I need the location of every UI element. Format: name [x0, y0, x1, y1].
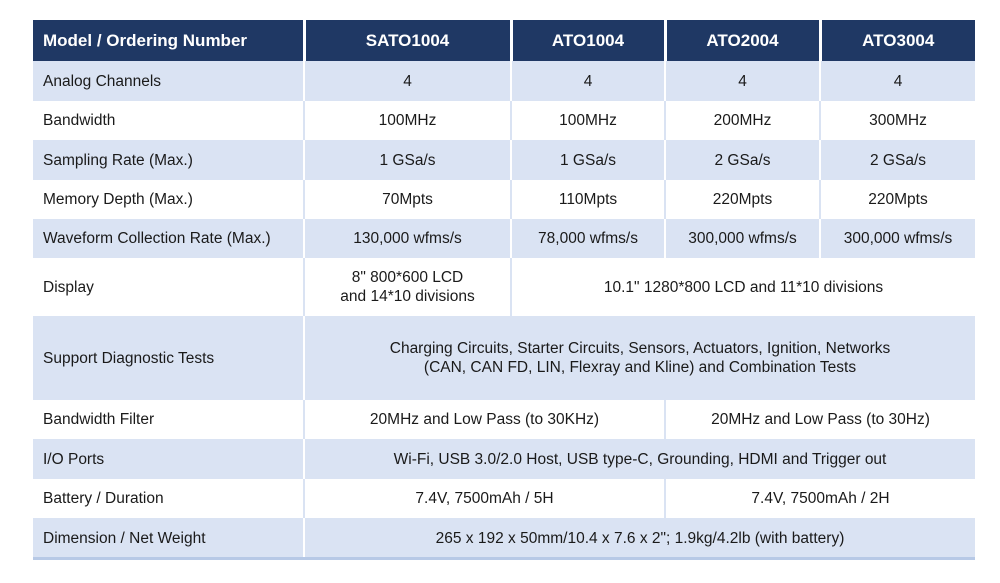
table-bottom-rule: [33, 557, 975, 560]
cell-value: 130,000 wfms/s: [304, 219, 511, 258]
row-sampling-rate: [33, 140, 975, 180]
header-label: Model / Ordering Number: [33, 20, 304, 61]
cell-value: 7.4V, 7500mAh / 5H: [304, 479, 665, 518]
row-label: Sampling Rate (Max.): [33, 140, 304, 180]
row-label: Dimension / Net Weight: [33, 518, 304, 558]
cell-value: 110Mpts: [511, 180, 665, 219]
header-model-ato3004: ATO3004: [820, 20, 975, 61]
diagnostic-line1: Charging Circuits, Starter Circuits, Sensors, Actuators, Ignition, Networks: [389, 340, 891, 357]
row-dimension: [33, 518, 975, 558]
cell-value-ato-display: 10.1" 1280*800 LCD and 11*10 divisions: [511, 258, 975, 316]
row-label: Battery / Duration: [33, 479, 304, 518]
spec-table: [33, 20, 975, 558]
header-model-ato2004: ATO2004: [665, 20, 820, 61]
row-label: Bandwidth Filter: [33, 400, 304, 439]
cell-value: 300,000 wfms/s: [820, 219, 975, 258]
cell-value: 300,000 wfms/s: [665, 219, 820, 258]
row-label: Display: [33, 258, 304, 316]
cell-value: 70Mpts: [304, 180, 511, 219]
row-diagnostic-tests: [33, 316, 975, 400]
header-model-sato1004: SATO1004: [304, 20, 511, 61]
row-label: Analog Channels: [33, 61, 304, 101]
cell-value: Wi-Fi, USB 3.0/2.0 Host, USB type-C, Grounding, HDMI and Trigger out: [304, 439, 975, 479]
cell-value: 2 GSa/s: [665, 140, 820, 180]
row-io-ports: [33, 439, 975, 479]
row-display: [33, 258, 975, 316]
header-row: [33, 20, 975, 61]
cell-value: 4: [665, 61, 820, 101]
cell-value: 1 GSa/s: [511, 140, 665, 180]
row-bandwidth-filter: [33, 400, 975, 439]
row-battery: [33, 479, 975, 518]
cell-value: 300MHz: [820, 101, 975, 140]
cell-value: 1 GSa/s: [304, 140, 511, 180]
header-model-ato1004: ATO1004: [511, 20, 665, 61]
cell-value: 220Mpts: [820, 180, 975, 219]
cell-value: 2 GSa/s: [820, 140, 975, 180]
cell-value: 4: [820, 61, 975, 101]
sato-display-line1: 8" 800*600 LCD: [351, 269, 464, 286]
row-label: Memory Depth (Max.): [33, 180, 304, 219]
sato-display-line2: and 14*10 divisions: [340, 288, 475, 305]
cell-value: 100MHz: [511, 101, 665, 140]
cell-value: 7.4V, 7500mAh / 2H: [665, 479, 975, 518]
row-waveform-rate: [33, 219, 975, 258]
cell-value-diagnostic: [304, 316, 975, 400]
cell-value: 220Mpts: [665, 180, 820, 219]
row-memory-depth: [33, 180, 975, 219]
cell-value-sato-display: [304, 258, 511, 316]
row-label: Support Diagnostic Tests: [33, 316, 304, 400]
row-analog-channels: [33, 61, 975, 101]
row-label: Bandwidth: [33, 101, 304, 140]
cell-value: 20MHz and Low Pass (to 30Hz): [665, 400, 975, 439]
row-label: Waveform Collection Rate (Max.): [33, 219, 304, 258]
row-label: I/O Ports: [33, 439, 304, 479]
cell-value: 200MHz: [665, 101, 820, 140]
cell-value: 265 x 192 x 50mm/10.4 x 7.6 x 2"; 1.9kg/4.2lb (with battery): [304, 518, 975, 558]
diagnostic-line2: (CAN, CAN FD, LIN, Flexray and Kline) and Combination Tests: [423, 359, 857, 376]
cell-value: 4: [511, 61, 665, 101]
row-bandwidth: [33, 101, 975, 140]
cell-value: 4: [304, 61, 511, 101]
cell-value: 78,000 wfms/s: [511, 219, 665, 258]
cell-value: 100MHz: [304, 101, 511, 140]
cell-value: 20MHz and Low Pass (to 30KHz): [304, 400, 665, 439]
